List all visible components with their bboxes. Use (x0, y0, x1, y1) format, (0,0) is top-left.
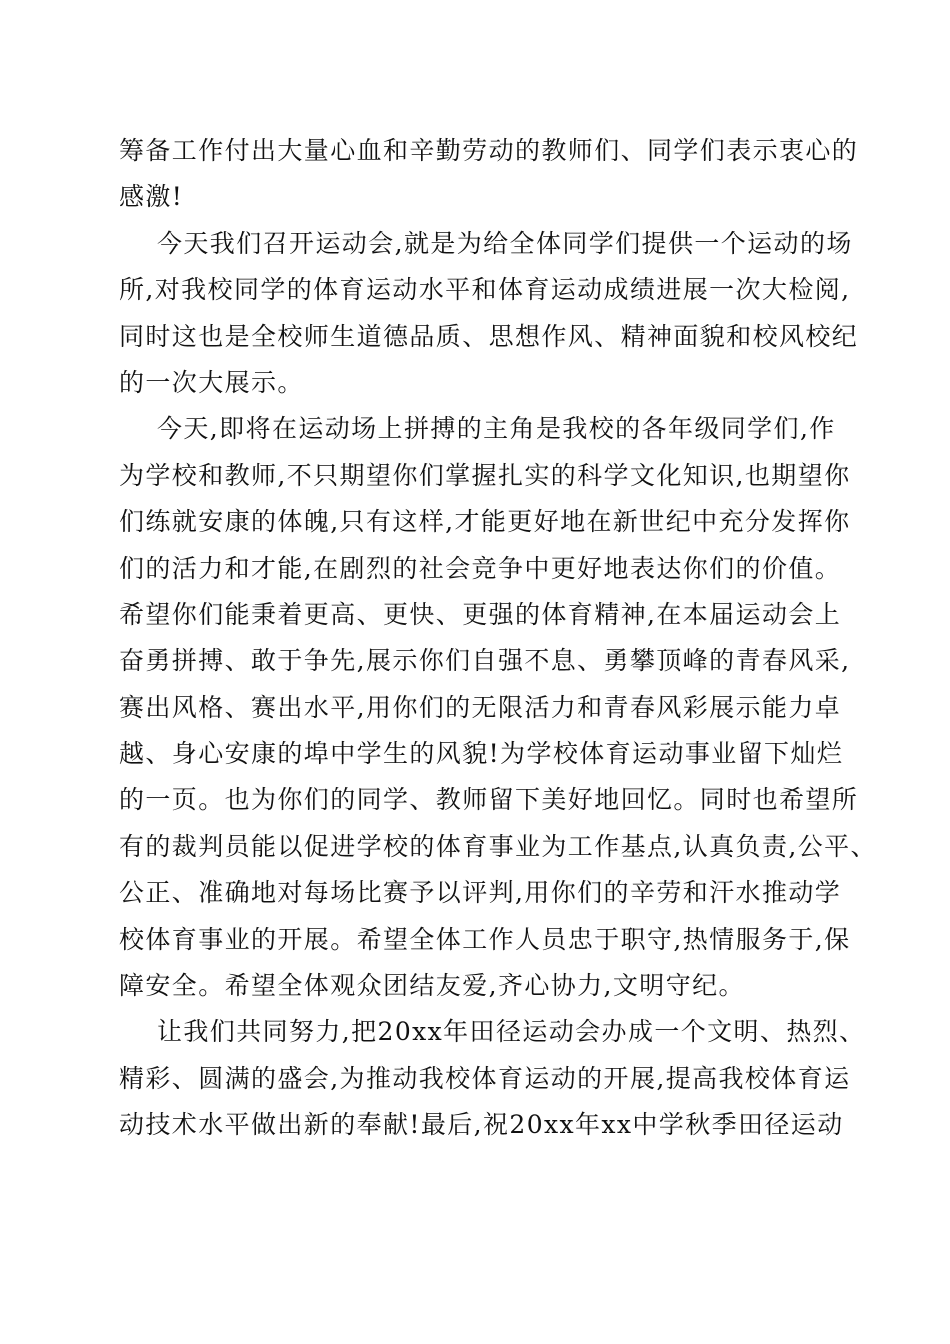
paragraph-start-line: 今天我们召开运动会,就是为给全体同学们提供一个运动的场 (157, 228, 853, 258)
text-line: 校体育事业的开展。希望全体工作人员忠于职守,热情服务于,保 (119, 924, 851, 954)
text-line: 希望你们能秉着更高、更快、更强的体育精神,在本届运动会上 (119, 599, 842, 629)
text-line: 们练就安康的体魄,只有这样,才能更好地在新世纪中充分发挥你 (119, 507, 851, 537)
text-line: 动技术水平做出新的奉献!最后,祝20xx年xx中学秋季田径运动 (119, 1110, 844, 1140)
text-line: 同时这也是全校师生道德品质、思想作风、精神面貌和校风校纪 (119, 321, 859, 351)
text-line: 为学校和教师,不只期望你们掌握扎实的科学文化知识,也期望你 (119, 460, 851, 490)
text-line: 们的活力和才能,在剧烈的社会竞争中更好地表达你们的价值。 (119, 553, 842, 583)
text-line: 精彩、圆满的盛会,为推动我校体育运动的开展,提高我校体育运 (119, 1063, 851, 1093)
text-line: 所,对我校同学的体育运动水平和体育运动成绩进展一次大检阅, (119, 275, 851, 305)
paragraph-start-line: 今天,即将在运动场上拼搏的主角是我校的各年级同学们,作 (157, 414, 836, 444)
text-line: 有的裁判员能以促进学校的体育事业为工作基点,认真负责,公平、 (119, 831, 877, 861)
paragraph-start-line: 让我们共同努力,把20xx年田径运动会办成一个文明、热烈、 (157, 1017, 866, 1047)
text-line: 奋勇拼搏、敢于争先,展示你们自强不息、勇攀顶峰的青春风采, (119, 646, 851, 676)
text-line: 公正、准确地对每场比赛予以评判,用你们的辛劳和汗水推动学 (119, 878, 842, 908)
document-body (119, 128, 877, 1149)
text-line: 筹备工作付出大量心血和辛勤劳动的教师们、同学们表示衷心的 (119, 136, 859, 165)
text-line: 越、身心安康的埠中学生的风貌!为学校体育运动事业留下灿烂 (119, 739, 844, 769)
text-line: 的一次大展示。 (119, 367, 304, 397)
text-line: 障安全。希望全体观众团结友爱,齐心协力,文明守纪。 (119, 971, 745, 1001)
text-line: 的一页。也为你们的同学、教师留下美好地回忆。同时也希望所 (119, 785, 859, 815)
text-line: 赛出风格、赛出水平,用你们的无限活力和青春风彩展示能力卓 (119, 692, 842, 722)
text-line: 感激! (119, 182, 184, 212)
